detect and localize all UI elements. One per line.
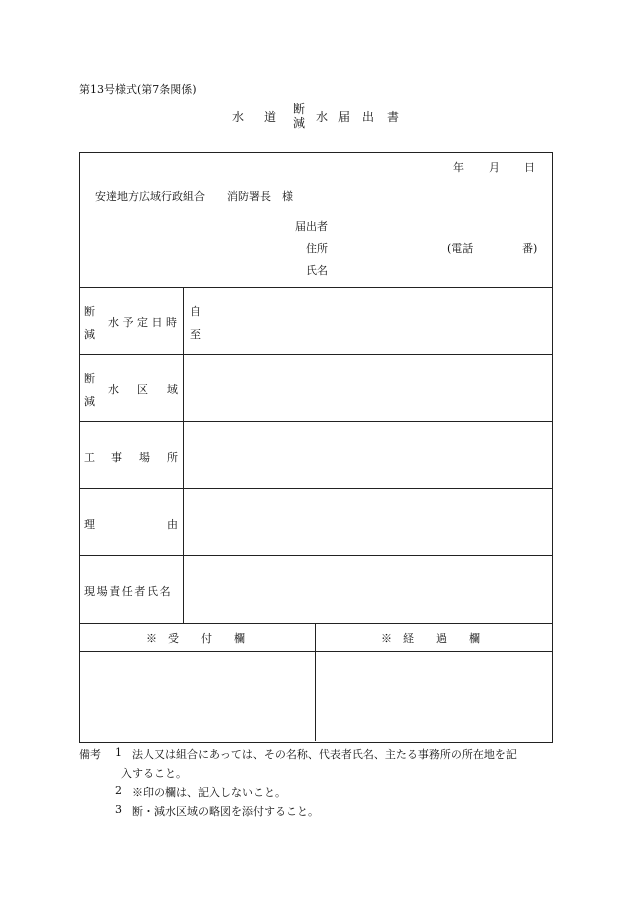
note-number: 2 — [115, 784, 122, 797]
form-number: 第13号様式(第7条関係) — [79, 83, 197, 96]
manager-label: 現場責任者氏名 — [84, 585, 173, 598]
bottom-column-divider — [315, 623, 316, 741]
note-text-continued: 入すること。 — [121, 767, 187, 780]
title-char: 出 — [362, 110, 375, 124]
row-divider — [79, 555, 552, 556]
site-char: 工 — [84, 451, 95, 464]
title-char: 届 — [338, 110, 351, 124]
row-divider — [79, 354, 552, 355]
address-label: 住所 — [306, 242, 328, 255]
area-lower: 減 — [84, 395, 95, 408]
row-divider — [79, 488, 552, 489]
area-label-a: 水 — [108, 383, 119, 396]
area-label-c: 域 — [167, 383, 178, 396]
site-char: 所 — [167, 451, 178, 464]
site-char: 事 — [111, 451, 122, 464]
name-label: 氏名 — [306, 264, 328, 277]
area-label-b: 区 — [137, 383, 148, 396]
schedule-to: 至 — [190, 328, 201, 341]
addressee: 安達地方広域行政組合 消防署長 様 — [95, 190, 293, 203]
title-char-upper: 断 — [293, 102, 306, 116]
reason-char: 由 — [167, 518, 178, 531]
title-char: 道 — [264, 110, 277, 124]
notifier-label: 届出者 — [295, 220, 328, 233]
notes-heading: 備考 — [79, 748, 101, 761]
date-day: 日 — [524, 161, 535, 174]
note-text: ※印の欄は、記入しないこと。 — [132, 786, 286, 799]
note-text: 断・減水区域の略図を添付すること。 — [132, 805, 319, 818]
note-number: 1 — [115, 746, 122, 759]
note-text: 法人又は組合にあっては、その名称、代表者氏名、主たる事務所の所在地を記 — [132, 748, 517, 761]
schedule-lower: 減 — [84, 328, 95, 341]
row-divider — [79, 421, 552, 422]
progress-header: ※ 経 過 欄 — [381, 632, 480, 645]
title-char-lower: 減 — [293, 116, 306, 130]
phone-open: (電話 — [447, 242, 474, 255]
schedule-label: 水 予 定 日 時 — [108, 316, 177, 329]
date-month: 月 — [489, 161, 500, 174]
schedule-from: 自 — [190, 305, 201, 318]
reception-header: ※ 受 付 欄 — [146, 632, 245, 645]
row-divider — [79, 287, 552, 288]
schedule-upper: 断 — [84, 305, 95, 318]
label-column-divider — [183, 287, 184, 623]
site-char: 場 — [139, 451, 150, 464]
reason-char: 理 — [84, 518, 95, 531]
note-number: 3 — [115, 803, 122, 816]
title-char: 水 — [232, 110, 245, 124]
phone-close: 番) — [522, 242, 538, 255]
date-year: 年 — [453, 161, 464, 174]
title-char: 水 — [316, 110, 329, 124]
title-char: 書 — [387, 110, 400, 124]
area-upper: 断 — [84, 372, 95, 385]
